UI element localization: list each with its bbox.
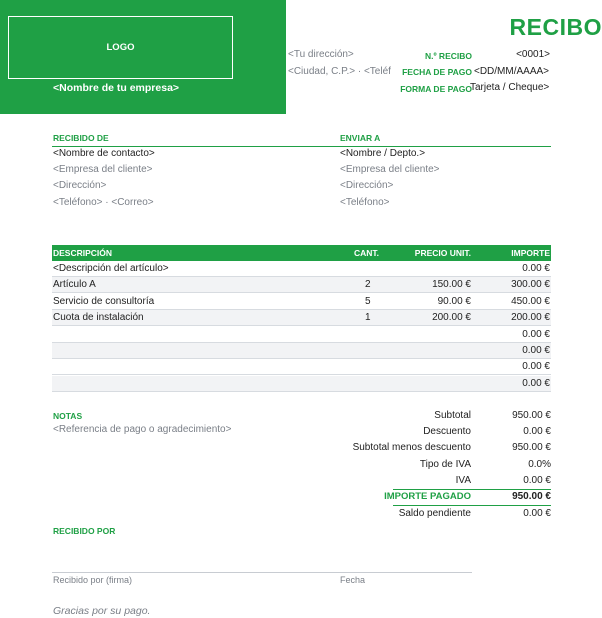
cell-quantity[interactable]: 5	[365, 295, 371, 307]
subtotal-less-discount-label: Subtotal menos descuento	[352, 442, 471, 453]
client-phone-email[interactable]: <Teléfono> · <Correo>	[53, 197, 154, 208]
logo-text: LOGO	[106, 42, 135, 53]
cell-description[interactable]: Cuota de instalación	[53, 312, 144, 324]
payment-date-value[interactable]: <DD/MM/AAAA>	[474, 66, 550, 77]
signature-caption[interactable]: Recibido por (firma)	[53, 575, 133, 585]
thank-you-note[interactable]: Gracias por su pago.	[53, 605, 151, 617]
cell-amount[interactable]: 300.00 €	[511, 279, 550, 291]
column-header-amount: IMPORTE	[511, 248, 550, 258]
cell-description[interactable]: <Descripción del artículo>	[53, 263, 169, 274]
receipt-number-label: N.º RECIBO	[424, 51, 472, 61]
table-row[interactable]	[52, 343, 551, 359]
ship-to-address[interactable]: <Dirección>	[340, 180, 394, 191]
balance-due-label: Saldo pendiente	[398, 508, 471, 519]
notes-text[interactable]: <Referencia de pago o agradecimiento>	[53, 424, 232, 435]
client-address[interactable]: <Dirección>	[53, 180, 107, 191]
table-row[interactable]	[52, 327, 551, 343]
contact-name[interactable]: <Nombre de contacto>	[53, 148, 155, 159]
date-caption[interactable]: Fecha	[340, 575, 366, 585]
paid-top-rule	[393, 489, 551, 490]
subtotal-label: Subtotal	[434, 410, 471, 421]
cell-amount[interactable]: 0.00 €	[522, 263, 550, 274]
column-header-unit-price: PRECIO UNIT.	[414, 248, 471, 258]
subtotal-value: 950.00 €	[512, 410, 551, 421]
cell-quantity[interactable]: 2	[365, 279, 371, 291]
cell-unit-price[interactable]: 150.00 €	[432, 279, 471, 291]
receipt-number-value[interactable]: <0001>	[516, 49, 550, 60]
paid-bottom-rule	[393, 505, 551, 506]
tax-rate-label: Tipo de IVA	[419, 459, 471, 470]
column-header-description: DESCRIPCIÓN	[53, 248, 113, 258]
payment-method-label: FORMA DE PAGO	[400, 84, 472, 94]
notes-label: NOTAS	[53, 411, 83, 421]
received-by-label: RECIBIDO POR	[53, 526, 116, 536]
balance-due-value: 0.00 €	[523, 508, 551, 519]
discount-label: Descuento	[423, 426, 471, 437]
company-name[interactable]: <Nombre de tu empresa>	[53, 82, 180, 94]
cell-unit-price[interactable]: 90.00 €	[437, 295, 471, 307]
table-row[interactable]	[52, 359, 551, 375]
cell-amount[interactable]: 0.00 €	[522, 345, 550, 356]
received-from-label: RECIBIDO DE	[53, 133, 109, 143]
row-divider	[52, 391, 551, 392]
cell-amount[interactable]: 450.00 €	[511, 295, 550, 307]
cell-amount[interactable]: 200.00 €	[511, 312, 550, 324]
table-row[interactable]	[52, 294, 551, 310]
company-address[interactable]: <Tu dirección>	[288, 49, 354, 60]
logo-placeholder[interactable]	[8, 16, 233, 79]
cell-quantity[interactable]: 1	[365, 312, 371, 324]
payment-method-value[interactable]: Tarjeta / Cheque>	[470, 82, 550, 93]
send-to-label: ENVIAR A	[340, 133, 381, 143]
cell-description[interactable]: Servicio de consultoría	[53, 295, 155, 307]
section-divider	[52, 146, 551, 147]
ship-to-phone[interactable]: <Teléfono>	[340, 197, 390, 208]
payment-date-label: FECHA DE PAGO	[402, 67, 472, 77]
cell-unit-price[interactable]: 200.00 €	[432, 312, 471, 324]
cell-amount[interactable]: 0.00 €	[522, 361, 550, 373]
signature-line	[52, 572, 472, 573]
ship-to-name[interactable]: <Nombre / Depto.>	[340, 148, 426, 159]
table-row[interactable]	[52, 310, 551, 326]
tax-label: IVA	[455, 475, 471, 486]
cell-amount[interactable]: 0.00 €	[522, 328, 550, 340]
client-company[interactable]: <Empresa del cliente>	[53, 164, 153, 175]
receipt-title: RECIBO	[509, 14, 602, 40]
cell-description[interactable]: Artículo A	[53, 279, 96, 291]
tax-value: 0.00 €	[523, 475, 551, 486]
ship-to-company[interactable]: <Empresa del cliente>	[340, 164, 440, 175]
table-row[interactable]	[52, 261, 551, 277]
company-city-phone[interactable]: <Ciudad, C.P.> · <Teléf	[288, 66, 391, 77]
amount-paid-label: IMPORTE PAGADO	[384, 491, 471, 502]
amount-paid-value: 950.00 €	[512, 491, 551, 502]
subtotal-less-discount-value: 950.00 €	[512, 442, 551, 453]
table-row[interactable]	[52, 376, 551, 392]
tax-rate-value[interactable]: 0.0%	[528, 459, 551, 470]
column-header-quantity: CANT.	[354, 248, 380, 258]
items-table-header	[52, 245, 551, 261]
table-row[interactable]	[52, 277, 551, 293]
discount-value[interactable]: 0.00 €	[523, 426, 551, 437]
cell-amount[interactable]: 0.00 €	[522, 377, 550, 389]
